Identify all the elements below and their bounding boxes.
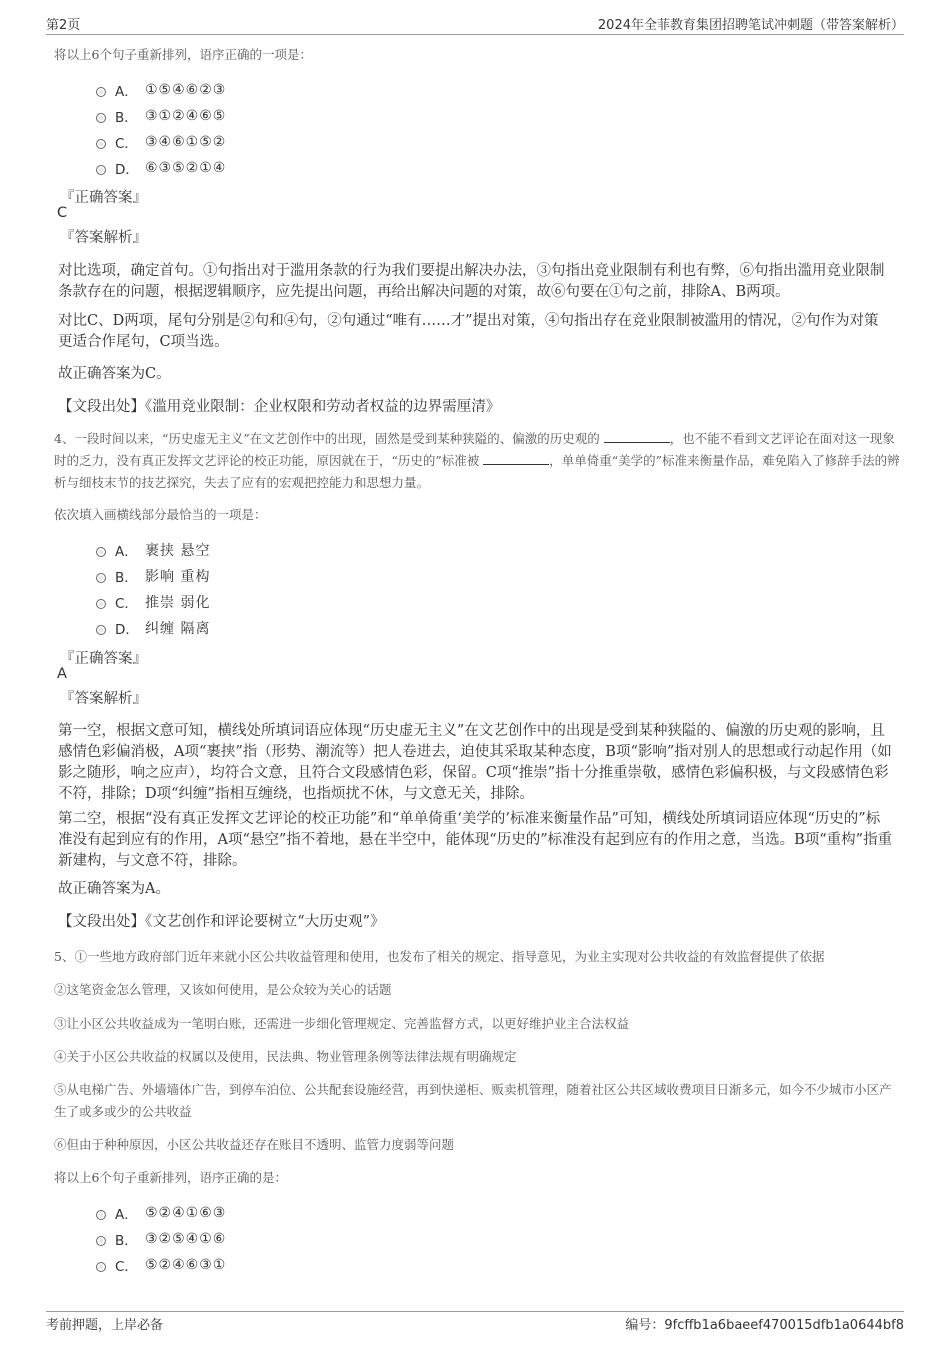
radio-icon[interactable] — [96, 573, 106, 583]
sentence-item: ③让小区公共收益成为一笔明白账，还需进一步细化管理规定、完善监督方式，以更好维护业主合法权益 — [54, 1016, 630, 1031]
radio-icon[interactable] — [96, 625, 106, 635]
page-number: 第2页 — [46, 18, 81, 33]
analysis-conclusion: 故正确答案为C。 — [58, 366, 171, 382]
radio-icon[interactable] — [96, 1262, 106, 1272]
page-footer — [46, 1311, 904, 1334]
document-title: 2024年全菲教育集团招聘笔试冲刺题（带答案解析） — [597, 18, 904, 33]
option-c[interactable]: C． ⑤②④⑥③① — [96, 1255, 226, 1275]
answer-label: 『正确答案』 — [60, 190, 147, 206]
option-b[interactable]: B． 影响 重构 — [96, 566, 210, 586]
option-b[interactable]: B． ③②⑤④①⑥ — [96, 1229, 226, 1249]
option-a[interactable]: A． ⑤②④①⑥③ — [96, 1203, 226, 1223]
answer-label: 『正确答案』 — [60, 651, 147, 667]
analysis-paragraph: 第二空，根据“没有真正发挥文艺评论的校正功能”和“单单倚重‘美学的’标准来衡量作品”可知，横线处所填词语应体现“历史的”标准没有起到应有的作用，A项“悬空”指不着地，悬在半空中，能体现“历史的”标准没有起到应有的作用之意，当选。B项“重构”指重新建构，与文意不符，排除。 — [58, 811, 893, 869]
option-a[interactable]: A． ①⑤④⑥②③ — [96, 80, 226, 100]
option-b[interactable]: B． ③①②④⑥⑤ — [96, 106, 226, 126]
answer-value: A — [57, 666, 67, 682]
analysis-paragraph: 第一空，根据文意可知，横线处所填词语应体现“历史虚无主义”在文艺创作中的出现是受到某种狭隘的、偏激的历史观的影响，且感情色彩偏消极，A项“裹挟”指（形势、潮流等）把人卷进去，迫使其采取某种态度，B项“影响”指对别人的思想或行动起作用（如影之随形，响之应声），均符合文意，且符合文段感情色彩，保留。C项“推崇”指十分推重崇敬，感情色彩偏积极，与文段感情色彩不符，排除；D项“纠缠”指相互缠绕，也指烦扰不休，与文意无关，排除。 — [58, 723, 892, 802]
document-id: 编号：9fcffb1a6baeef470015dfb1a0644bf8 — [625, 1318, 904, 1333]
question-stem: 将以上6个句子重新排列，语序正确的一项是： — [54, 47, 312, 62]
source-citation: 【文段出处】《文艺创作和评论要树立“大历史观”》 — [58, 914, 385, 930]
option-d[interactable]: D． ⑥③⑤②①④ — [96, 158, 226, 178]
page-header — [46, 14, 904, 35]
question-stem: 4、一段时间以来，“历史虚无主义”在文艺创作中的出现，固然是受到某种狭隘的、偏激的历史观的 ，也不能不看到文艺评论在面对这一现象时的乏力，没有真正发挥文艺评论的校正功能，原因就在于，“历史的”标准被 ，单单倚重“美学的”标准来衡量作品，难免陷入了修辞手法的辨析与细枝末节的技艺探究，失去了应有的宏观把控能力和思想力量。 — [54, 431, 900, 490]
analysis-paragraph: 对比选项，确定首句。①句指出对于滥用条款的行为我们要提出解决办法，③句指出竞业限制有利也有弊，⑥句指出滥用竞业限制条款存在的问题，根据逻辑顺序，应先提出问题，再给出解决问题的对策，故⑥句要在①句之前，排除A、B两项。 — [58, 263, 885, 300]
analysis-label: 『答案解析』 — [60, 230, 147, 246]
analysis-conclusion: 故正确答案为A。 — [58, 881, 170, 897]
sentence-item: ④关于小区公共收益的权属以及使用，民法典、物业管理条例等法律法规有明确规定 — [54, 1049, 517, 1064]
source-citation: 【文段出处】《滥用竞业限制：企业权限和劳动者权益的边界需厘清》 — [58, 399, 501, 415]
analysis-label: 『答案解析』 — [60, 691, 147, 707]
radio-icon[interactable] — [96, 165, 106, 175]
radio-icon[interactable] — [96, 1210, 106, 1220]
sentence-item: ⑤从电梯广告、外墙墙体广告，到停车泊位、公共配套设施经营，再到快递柜、贩卖机管理，随着社区公共区域收费项目日渐多元，如今不少城市小区产生了或多或少的公共收益 — [54, 1082, 892, 1119]
sentence-item: 5、①一些地方政府部门近年来就小区公共收益管理和使用，也发布了相关的规定、指导意见，为业主实现对公共收益的有效监督提供了依据 — [54, 949, 825, 964]
radio-icon[interactable] — [96, 113, 106, 123]
option-c[interactable]: C． 推崇 弱化 — [96, 592, 210, 612]
radio-icon[interactable] — [96, 599, 106, 609]
analysis-paragraph: 对比C、D两项，尾句分别是②句和④句，②句通过“唯有……才”提出对策，④句指出存在竞业限制被滥用的情况，②句作为对策更适合作尾句，C项当选。 — [58, 313, 879, 350]
option-d[interactable]: D． 纠缠 隔离 — [96, 618, 210, 638]
radio-icon[interactable] — [96, 1236, 106, 1246]
radio-icon[interactable] — [96, 139, 106, 149]
fill-blank — [604, 430, 670, 443]
sentence-item: ②这笔资金怎么管理，又该如何使用，是公众较为关心的话题 — [54, 982, 392, 997]
question-instruction: 将以上6个句子重新排列，语序正确的是： — [54, 1170, 287, 1185]
fill-blank — [483, 452, 549, 465]
sentence-item: ⑥但由于种种原因，小区公共收益还存在账目不透明、监管力度弱等问题 — [54, 1137, 455, 1152]
radio-icon[interactable] — [96, 87, 106, 97]
answer-value: C — [57, 205, 68, 221]
option-c[interactable]: C． ③④⑥①⑤② — [96, 132, 226, 152]
option-a[interactable]: A． 裹挟 悬空 — [96, 540, 210, 560]
radio-icon[interactable] — [96, 547, 106, 557]
footer-slogan: 考前押题，上岸必备 — [46, 1318, 164, 1333]
question-instruction: 依次填入画横线部分最恰当的一项是： — [54, 507, 267, 522]
